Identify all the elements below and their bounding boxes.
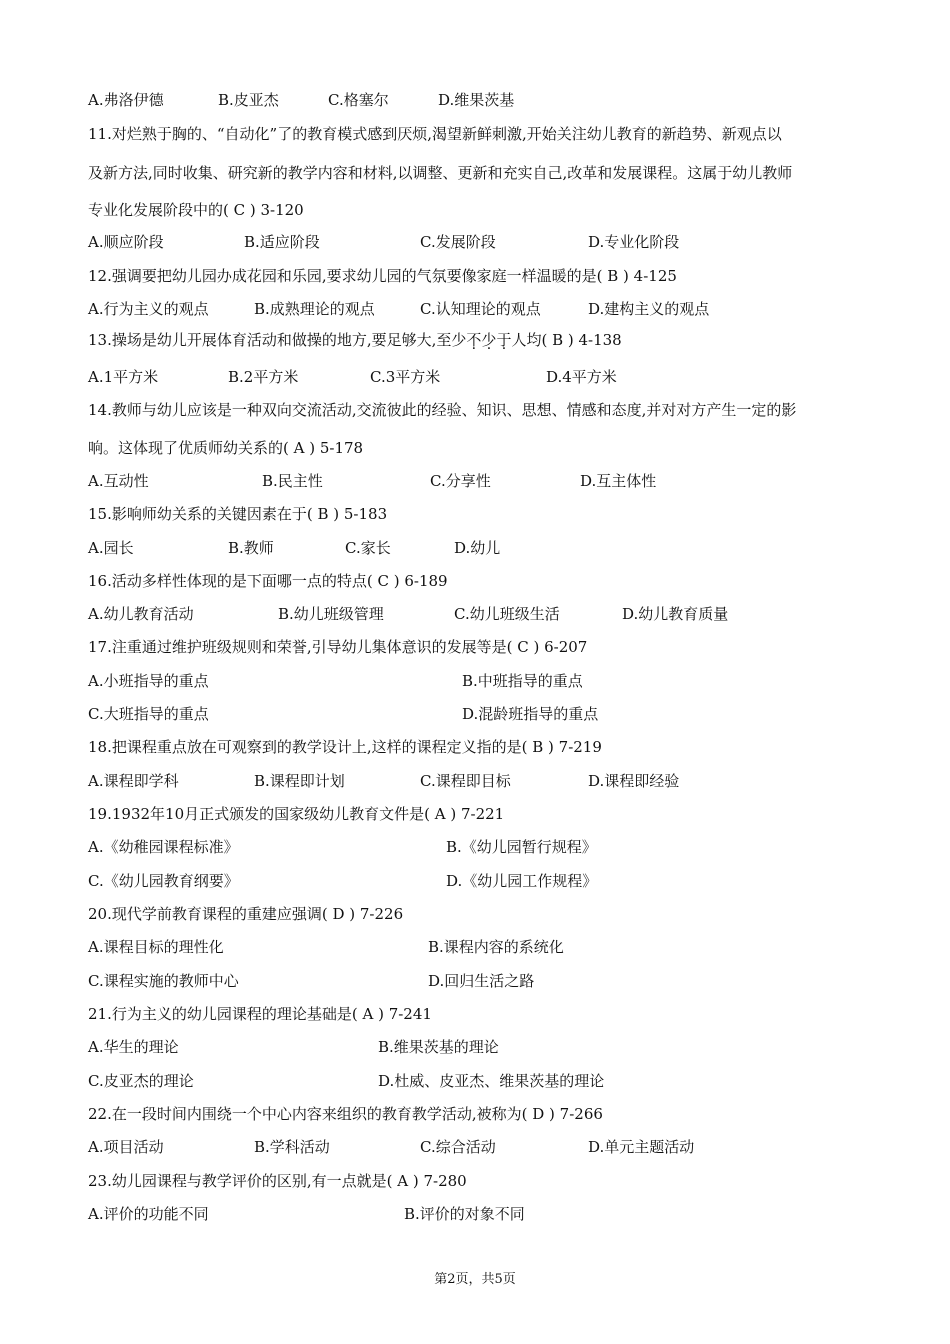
q11-option-d: D.专业化阶段 bbox=[588, 233, 680, 251]
q13-text-after: 人均( B ) 4-138 bbox=[511, 331, 622, 349]
q17-option-d: D.混龄班指导的重点 bbox=[462, 705, 599, 723]
q12-text: 12.强调要把幼儿园办成花园和乐园,要求幼儿园的气氛要像家庭一样温暖的是( B ) 4-125 bbox=[88, 267, 677, 285]
q20-option-b: B.课程内容的系统化 bbox=[428, 938, 564, 956]
q15-text: 15.影响师幼关系的关键因素在于( B ) 5-183 bbox=[88, 505, 388, 523]
q22-option-a: A.项目活动 bbox=[88, 1138, 164, 1156]
q21-option-d: D.杜威、皮亚杰、维果茨基的理论 bbox=[378, 1072, 605, 1090]
q18-option-a: A.课程即学科 bbox=[88, 772, 179, 790]
q18-text: 18.把课程重点放在可观察到的教学设计上,这样的课程定义指的是( B ) 7-219 bbox=[88, 738, 602, 756]
q15-option-b: B.教师 bbox=[228, 539, 274, 557]
q15-option-c: C.家长 bbox=[345, 539, 391, 557]
q21-option-a: A.华生的理论 bbox=[88, 1038, 179, 1056]
q21-option-c: C.皮亚杰的理论 bbox=[88, 1072, 194, 1090]
q12-option-b: B.成熟理论的观点 bbox=[254, 300, 375, 318]
q20-option-a: A.课程目标的理性化 bbox=[88, 938, 224, 956]
q11-text-line-3: 专业化发展阶段中的( C ) 3-120 bbox=[88, 201, 304, 219]
q11-option-c: C.发展阶段 bbox=[420, 233, 496, 251]
q10-option-c: C.格塞尔 bbox=[328, 91, 389, 109]
q10-option-a: A.弗洛伊德 bbox=[88, 91, 164, 109]
q10-option-d: D.维果茨基 bbox=[438, 91, 515, 109]
q12-option-a: A.行为主义的观点 bbox=[88, 300, 209, 318]
q14-text-line-2: 响。这体现了优质师幼关系的( A ) 5-178 bbox=[88, 439, 364, 457]
q19-option-b: B.《幼儿园暂行规程》 bbox=[446, 838, 597, 856]
q18-option-c: C.课程即目标 bbox=[420, 772, 511, 790]
q14-option-a: A.互动性 bbox=[88, 472, 149, 490]
page-number-footer: 第2页，共5页 bbox=[434, 1272, 516, 1287]
q20-option-d: D.回归生活之路 bbox=[428, 972, 535, 990]
q17-text: 17.注重通过维护班级规则和荣誉,引导幼儿集体意识的发展等是( C ) 6-207 bbox=[88, 638, 588, 656]
q23-option-a: A.评价的功能不同 bbox=[88, 1205, 209, 1223]
q13-emphasis-char-3: 于 bbox=[496, 331, 512, 349]
q23-text: 23.幼儿园课程与教学评价的区别,有一点就是( A ) 7-280 bbox=[88, 1172, 467, 1190]
q21-text: 21.行为主义的幼儿园课程的理论基础是( A ) 7-241 bbox=[88, 1005, 432, 1023]
q16-option-b: B.幼儿班级管理 bbox=[278, 605, 384, 623]
q20-text: 20.现代学前教育课程的重建应强调( D ) 7-226 bbox=[88, 905, 404, 923]
q18-option-b: B.课程即计划 bbox=[254, 772, 345, 790]
q13-option-c: C.3平方米 bbox=[370, 368, 441, 386]
q22-option-c: C.综合活动 bbox=[420, 1138, 496, 1156]
q11-option-a: A.顺应阶段 bbox=[88, 233, 164, 251]
q17-option-b: B.中班指导的重点 bbox=[462, 672, 583, 690]
q22-text: 22.在一段时间内围绕一个中心内容来组织的教育教学活动,被称为( D ) 7-266 bbox=[88, 1105, 603, 1123]
q15-option-d: D.幼儿 bbox=[454, 539, 501, 557]
q13-emphasis-char-1: 不 bbox=[466, 331, 482, 349]
q23-option-b: B.评价的对象不同 bbox=[404, 1205, 525, 1223]
q14-option-c: C.分享性 bbox=[430, 472, 491, 490]
q18-option-d: D.课程即经验 bbox=[588, 772, 680, 790]
q21-option-b: B.维果茨基的理论 bbox=[378, 1038, 499, 1056]
q19-option-c: C.《幼儿园教育纲要》 bbox=[88, 872, 239, 890]
q16-option-c: C.幼儿班级生活 bbox=[454, 605, 560, 623]
q16-option-d: D.幼儿教育质量 bbox=[622, 605, 729, 623]
q19-option-d: D.《幼儿园工作规程》 bbox=[446, 872, 598, 890]
q11-option-b: B.适应阶段 bbox=[244, 233, 320, 251]
q13-text-before: 13.操场是幼儿开展体育活动和做操的地方,要足够大,至少 bbox=[88, 331, 467, 349]
q15-option-a: A.园长 bbox=[88, 539, 134, 557]
q13-emphasis-char-2: 少 bbox=[481, 331, 497, 349]
q20-option-c: C.课程实施的教师中心 bbox=[88, 972, 239, 990]
q22-option-b: B.学科活动 bbox=[254, 1138, 330, 1156]
q16-option-a: A.幼儿教育活动 bbox=[88, 605, 194, 623]
q11-text-line-2: 及新方法,同时收集、研究新的教学内容和材料,以调整、更新和充实自己,改革和发展课程。这属于幼儿教师 bbox=[88, 164, 793, 182]
q11-text-line-1: 11.对烂熟于胸的、“自动化”了的教育模式感到厌烦,渴望新鲜刺激,开始关注幼儿教育的新趋势、新观点以 bbox=[88, 125, 782, 143]
q13-option-d: D.4平方米 bbox=[546, 368, 617, 386]
q17-option-a: A.小班指导的重点 bbox=[88, 672, 209, 690]
q14-option-d: D.互主体性 bbox=[580, 472, 657, 490]
q13-text bbox=[88, 330, 878, 350]
q14-option-b: B.民主性 bbox=[262, 472, 323, 490]
q13-option-a: A.1平方米 bbox=[88, 368, 159, 386]
q13-option-b: B.2平方米 bbox=[228, 368, 299, 386]
q16-text: 16.活动多样性体现的是下面哪一点的特点( C ) 6-189 bbox=[88, 572, 448, 590]
q12-option-d: D.建构主义的观点 bbox=[588, 300, 710, 318]
q22-option-d: D.单元主题活动 bbox=[588, 1138, 695, 1156]
q19-option-a: A.《幼稚园课程标准》 bbox=[88, 838, 239, 856]
q12-option-c: C.认知理论的观点 bbox=[420, 300, 541, 318]
q19-text: 19.1932年10月正式颁发的国家级幼儿教育文件是( A ) 7-221 bbox=[88, 805, 505, 823]
q14-text-line-1: 14.教师与幼儿应该是一种双向交流活动,交流彼此的经验、知识、思想、情感和态度,并对对方产生一定的影 bbox=[88, 401, 797, 419]
q10-option-b: B.皮亚杰 bbox=[218, 91, 279, 109]
q17-option-c: C.大班指导的重点 bbox=[88, 705, 209, 723]
